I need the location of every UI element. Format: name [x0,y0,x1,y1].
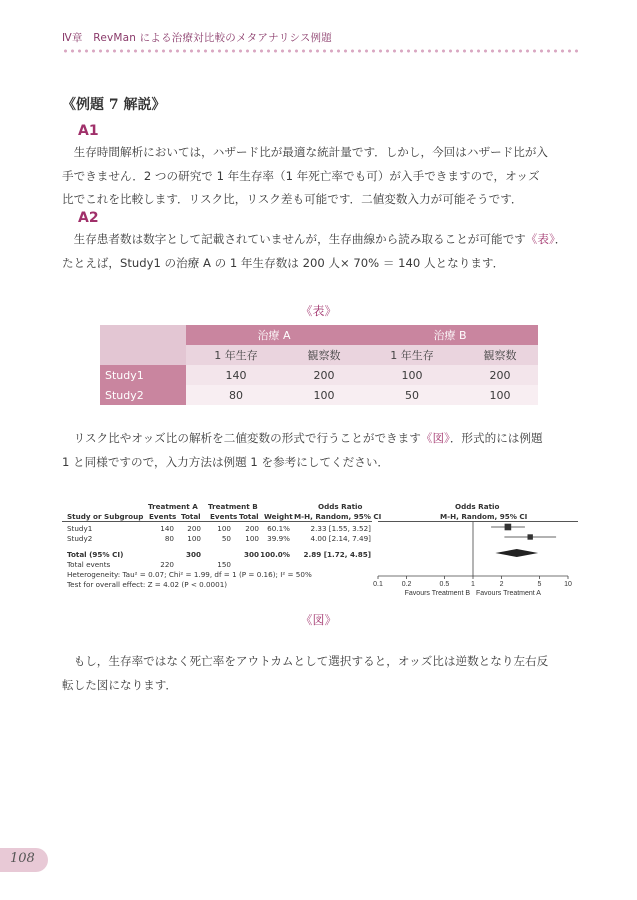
table-group-header: 治療 B [362,325,538,345]
events-a: 140 [160,524,174,533]
col-events-b: Events [210,512,238,521]
axis-tick-label: 5 [537,581,542,588]
col-weight: Weight [264,512,293,521]
answer-2-text-a: 生存患者数は数字として記載されていませんが，生存曲線から読み取ることが可能です [62,232,526,246]
axis-tick-label: 0.1 [373,581,383,588]
table-cell: 80 [186,385,286,405]
total-label: Total (95% CI) [67,550,124,559]
figure-reference-link[interactable]: 《図》 [420,431,450,445]
table-cell: 140 [186,365,286,385]
paragraph-4-line: 転した図になります． [62,677,178,692]
table-group-header: 治療 A [186,325,362,345]
col-total-b: Total [239,512,259,521]
table-reference-link[interactable]: 《表》 [525,232,555,246]
favours-right-label: Favours Treatment A [476,590,541,597]
total-events-label: Total events [67,560,111,569]
answer-2-line [62,228,582,252]
overall-effect: Test for overall effect: Z = 4.02 (P < 0.0001) [67,580,228,589]
col-events-a: Events [149,512,177,521]
paragraph-4-line: もし，生存率ではなく死亡率をアウトカムとして選択すると，オッズ比は逆数となり左右反 [62,654,549,668]
row-label: Study1 [100,365,186,385]
table-sub-header: 観察数 [286,345,362,365]
axis-tick-label: 2 [499,581,504,588]
total-b: 200 [245,524,259,533]
table-cell: 200 [286,365,362,385]
header-treatment-a: Treatment A [148,502,198,511]
table-sub-header: 1 年生存 [186,345,286,365]
heterogeneity: Heterogeneity: Tau² = 0.07; Chi² = 1.99, df = 1 (P = 0.16); I² = 50% [67,570,312,579]
paragraph-3-line [62,427,582,451]
dotted-divider [62,48,582,54]
figure-caption: 《図》 [300,613,337,627]
total-events-a: 220 [160,560,174,569]
events-b: 100 [217,524,231,533]
header-treatment-b: Treatment B [208,502,258,511]
ci: 4.00 [2.14, 7.49] [310,534,371,543]
total-weight: 100.0% [260,550,290,559]
total-total-a: 300 [185,550,201,559]
favours-left-label: Favours Treatment B [404,590,470,597]
table-cell: 100 [286,385,362,405]
paragraph-3-text-b: ．形式的には例題 [449,431,543,445]
study-marker [505,524,512,531]
col-study: Study or Subgroup [67,512,144,521]
paragraph-3 [62,427,582,474]
answer-1-text [62,141,582,212]
answer-1-heading: A1 [78,123,99,139]
total-ci: 2.89 [1.72, 4.85] [303,550,371,559]
table-sub-header: 観察数 [462,345,538,365]
answer-2-heading: A2 [78,210,99,226]
study-marker [527,534,532,539]
page-number: 108 [10,851,35,866]
section-title: 《例題 7 解説》 [62,97,166,113]
col-method-plot: M-H, Random, 95% CI [440,512,528,521]
weight: 60.1% [267,524,290,533]
answer-1-line: 手できません．2 つの研究で 1 年生存率（1 年死亡率でも可）が入手できますので，オッズ [62,168,540,183]
total-a: 100 [187,534,201,543]
row-label: Study2 [100,385,186,405]
total-total-b: 300 [243,550,259,559]
table-cell: 200 [462,365,538,385]
study-name: Study1 [67,524,93,533]
answer-2-line: たとえば，Study1 の治療 A の 1 年生存数は 200 人× 70% ＝ 140 人となります． [62,255,505,270]
answer-2-text-b: ． [554,232,567,246]
axis-tick-label: 1 [471,581,475,588]
table-sub-header: 1 年生存 [362,345,462,365]
paragraph-3-line: 1 と同様ですので，入力方法は例題 1 を参考にしてください． [62,454,390,469]
table-cell: 100 [362,365,462,385]
table-corner [100,325,186,365]
col-method: M-H, Random, 95% CI [294,512,382,521]
table-cell: 100 [462,385,538,405]
events-a: 80 [164,534,174,543]
ci: 2.33 [1.55, 3.52] [310,524,371,533]
total-a: 200 [187,524,201,533]
axis-tick-label: 0.2 [401,581,412,588]
answer-2-text [62,228,582,275]
total-b: 100 [245,534,259,543]
answer-1-line: 比でこれを比較します．リスク比，リスク差も可能です．二値変数入力が可能そうです． [62,192,523,206]
study-name: Study2 [67,534,93,543]
table-row [100,385,538,405]
forest-plot-graphic [62,500,582,600]
paragraph-3-text-a: リスク比やオッズ比の解析を二値変数の形式で行うことができます [62,431,421,445]
table-caption: 《表》 [300,304,337,318]
table-row [100,365,538,385]
running-header: Ⅳ章 RevMan による治療対比較のメタアナリシス例題 [62,32,332,44]
events-b: 50 [221,534,231,543]
weight: 39.9% [267,534,290,543]
header-odds-ratio-plot: Odds Ratio [455,502,500,511]
survival-table [100,325,538,405]
answer-1-line: 生存時間解析においては，ハザード比が最適な統計量です．しかし，今回はハザード比が入 [62,145,549,159]
paragraph-4 [62,650,582,697]
pooled-diamond [495,549,538,557]
axis-tick-label: 0.5 [439,581,450,588]
total-events-b: 150 [217,560,231,569]
table-cell: 50 [362,385,462,405]
axis-tick-label: 10 [564,581,572,588]
forest-plot [62,500,582,600]
header-odds-ratio: Odds Ratio [318,502,363,511]
col-total-a: Total [181,512,201,521]
